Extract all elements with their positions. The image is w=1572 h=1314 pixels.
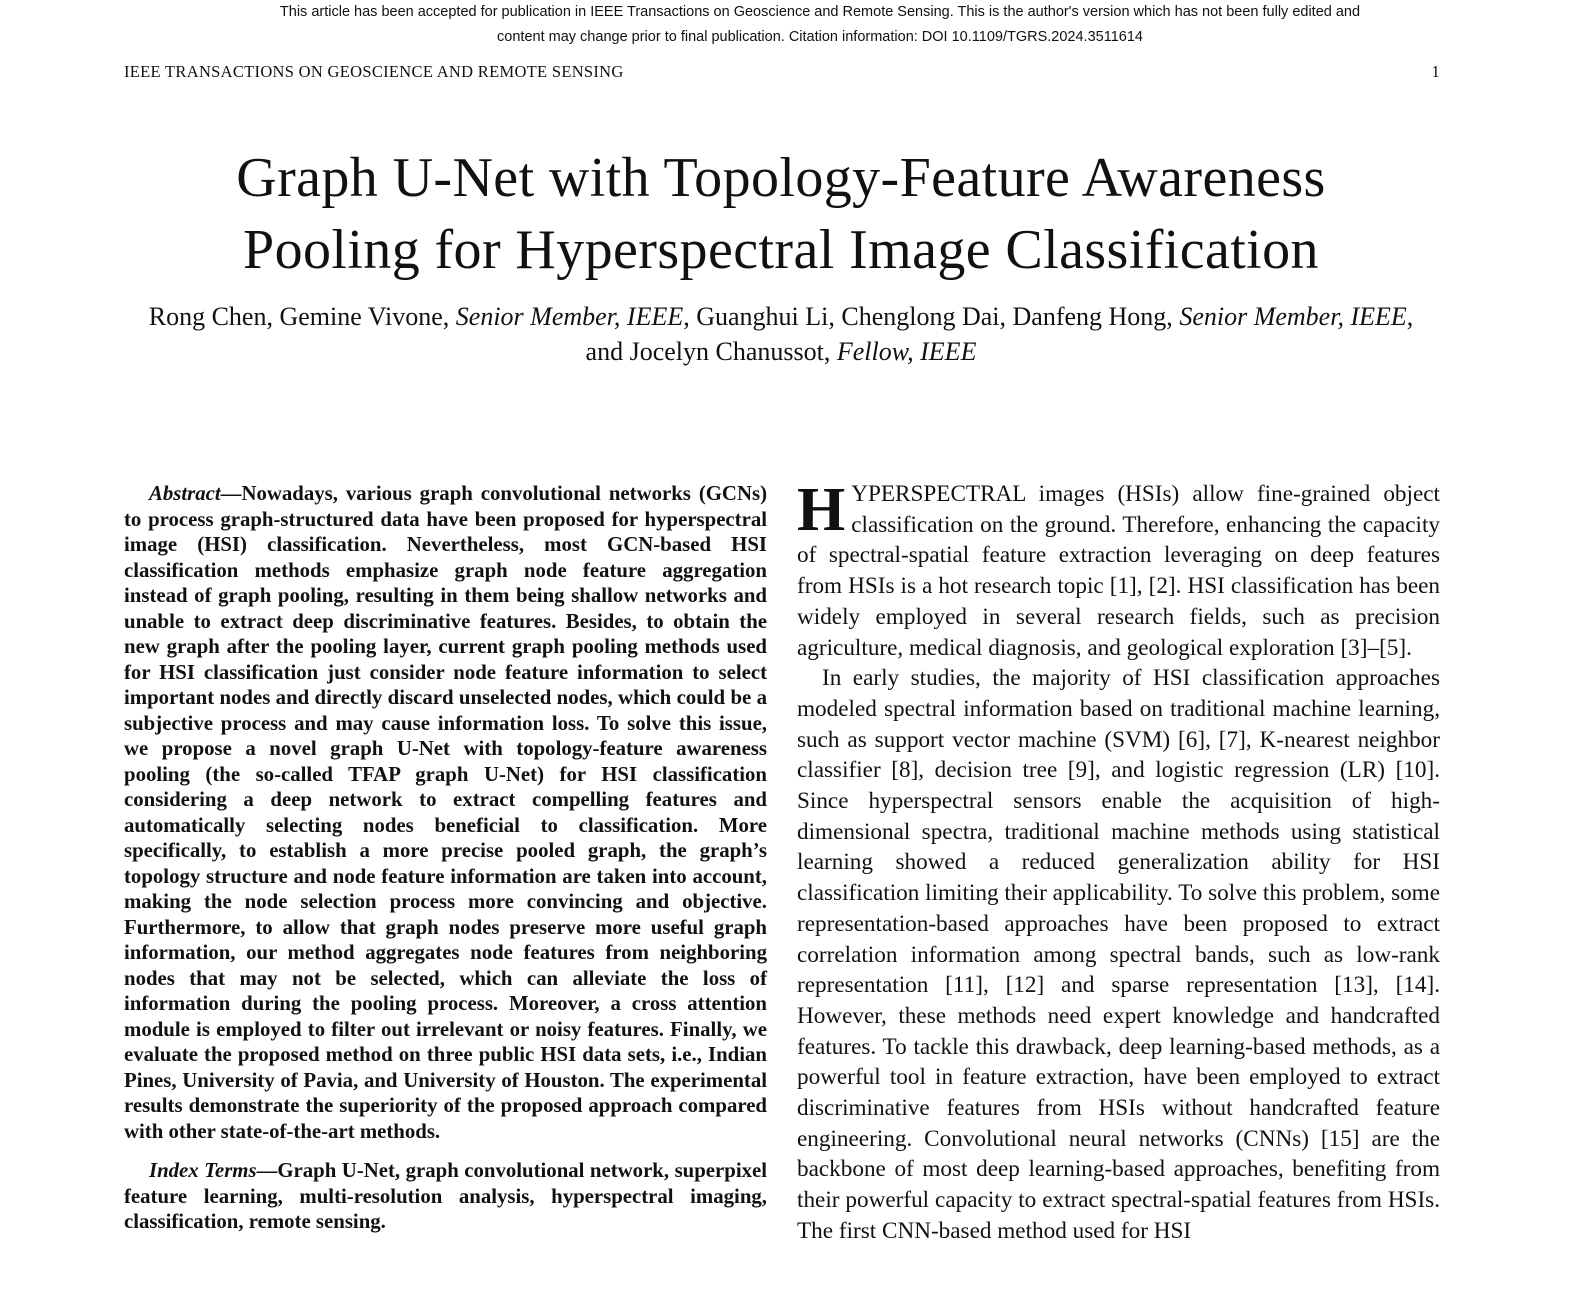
title-line-1: Graph U-Net with Topology-Feature Awareness <box>236 147 1326 209</box>
index-terms-paragraph <box>124 1158 767 1235</box>
running-header <box>124 62 1440 82</box>
intro-paragraph-1 <box>797 476 1440 663</box>
author-names-3: , and Jocelyn Chanussot, <box>585 302 1414 366</box>
abstract-label: Abstract <box>149 482 221 505</box>
index-terms-text: —Graph U-Net, graph convolutional network, superpixel feature learning, multi-resolution analysis, hyperspectral imaging, classification, remote sensing. <box>124 1159 768 1233</box>
author-list <box>140 299 1422 369</box>
introduction-column <box>797 476 1441 1247</box>
author-role-1: Senior Member, IEEE <box>455 302 684 331</box>
abstract-column <box>124 481 767 1249</box>
author-role-3: Fellow, IEEE <box>836 337 977 366</box>
intro-paragraph-1-text: YPERSPECTRAL images (HSIs) allow fine-grained object classification on the ground. Therefore, enhancing the capacity of spectral-spatial feature extraction leveraging on deep features from HSIs is a hot research topic [1], [2]. HSI classification has been widely employed in several research fields, such as precision agriculture, medical diagnosis, and geological exploration [3]–[5]. <box>797 481 1440 661</box>
notice-line-1: This article has been accepted for publication in IEEE Transactions on Geoscience and Remote Sensing. This is the author's version which has not been fully edited and <box>279 4 1361 20</box>
paper-title <box>120 142 1442 286</box>
title-line-2: Pooling for Hyperspectral Image Classification <box>243 219 1319 281</box>
author-names-1: Rong Chen, Gemine Vivone, <box>148 302 456 331</box>
abstract-paragraph <box>124 481 767 1144</box>
publication-notice <box>150 0 1490 50</box>
index-terms-label: Index Terms <box>149 1159 257 1182</box>
author-role-2: Senior Member, IEEE <box>1179 302 1407 331</box>
drop-cap: H <box>797 476 846 544</box>
author-names-2: , Guanghui Li, Chenglong Dai, Danfeng Hong, <box>683 302 1180 331</box>
journal-name: IEEE TRANSACTIONS ON GEOSCIENCE AND REMOTE SENSING <box>124 62 624 81</box>
page-number: 1 <box>1431 62 1440 81</box>
notice-line-2: content may change prior to final publication. Citation information: DOI 10.1109/TGRS.2024.3511614 <box>497 29 1143 45</box>
intro-paragraph-2: In early studies, the majority of HSI classification approaches modeled spectral information based on traditional machine learning, such as support vector machine (SVM) [6], [7], K-nearest neighbor classifier [8], decision tree [9], and logistic regression (LR) [10]. Since hyperspectral sensors enable the acquisition of high-dimensional spectra, traditional machine methods using statistical learning showed a reduced generalization ability for HSI classification limiting their applicability. To solve this problem, some representation-based approaches have been proposed to extract correlation information among spectral bands, such as low-rank representation [11], [12] and sparse representation [13], [14]. However, these methods need expert knowledge and handcrafted features. To tackle this drawback, deep learning-based methods, as a powerful tool in feature extraction, have been employed to extract discriminative features from HSIs without handcrafted feature engineering. Convolutional neural networks (CNNs) [15] are the backbone of most deep learning-based approaches, benefiting from their powerful capacity to extract spectral-spatial features from HSIs. The first CNN-based method used for HSI <box>797 665 1441 1244</box>
abstract-text: —Nowadays, various graph convolutional networks (GCNs) to process graph-structured data have been proposed for hyperspectral image (HSI) classification. Nevertheless, most GCN-based HSI classification methods emphasize graph node feature aggregation instead of graph pooling, resulting in them being shallow networks and unable to extract deep discriminative features. Besides, to obtain the new graph after the pooling layer, current graph pooling methods used for HSI classification just consider node feature information to select important nodes and directly discard unselected nodes, which could be a subjective process and may cause information loss. To solve this issue, we propose a novel graph U-Net with topology-feature awareness pooling (the so-called TFAP graph U-Net) for HSI classification considering a deep network to extract compelling features and automatically selecting nodes beneficial to classification. More specifically, to establish a more precise pooled graph, the graph’s topology structure and node feature information are taken into account, making the node selection process more convincing and objective. Furthermore, to allow that graph nodes preserve more useful graph information, our method aggregates node features from neighboring nodes that may not be selected, which can alleviate the loss of information during the pooling process. Moreover, a cross attention module is employed to filter out irrelevant or noisy features. Finally, we evaluate the proposed method on three public HSI data sets, i.e., Indian Pines, University of Pavia, and University of Houston. The experimental results demonstrate the superiority of the proposed approach compared with other state-of-the-art methods. <box>124 482 767 1143</box>
